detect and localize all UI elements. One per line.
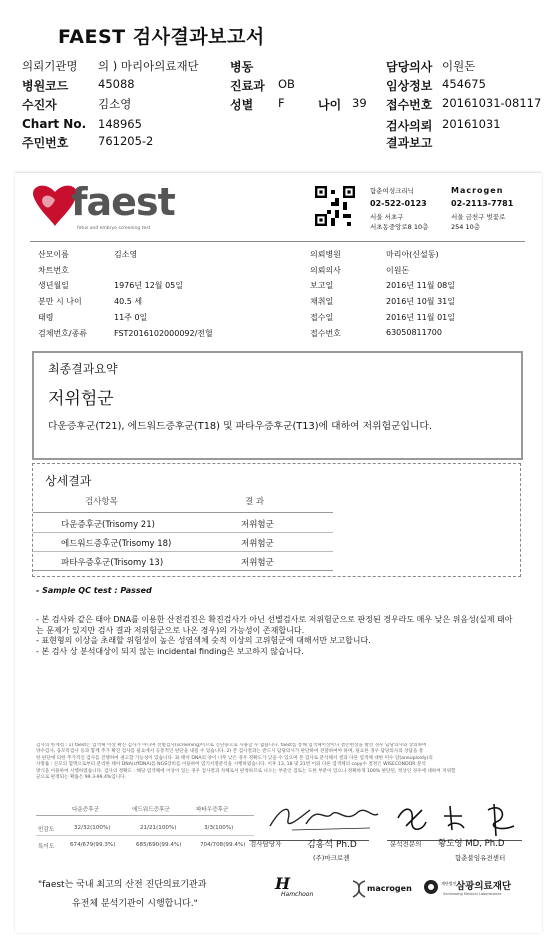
stats-value: 32/32(100%) [74,825,111,831]
qr-code-icon [315,186,355,226]
handwritten-signature-2 [392,796,532,840]
stats-header: 에드워드증후군 [132,807,170,813]
header-label: 주민번호 [22,136,69,150]
detail-item: 에드워드증후군(Trisomy 18) [61,539,172,549]
stats-rule [36,835,254,836]
detail-rule [33,532,333,533]
detail-rule [33,512,333,513]
detail-item: 다운증후군(Trisomy 21) [61,520,155,530]
qc-status: - Sample QC test : Passed [36,586,152,595]
header-value: OB [278,77,295,91]
patient-value: 이원돈 [386,266,410,275]
signer-role: 검사담당자 [250,840,282,848]
faest-logo-text: faest [71,180,175,224]
samkwang-logo [423,877,523,903]
patient-value: 40.5 세 [114,297,143,306]
lab2-address2: 254 10층 [451,223,481,231]
patient-value: 마리아(신설동) [386,250,439,259]
lab1-address2: 서초동중앙로8 10층 [370,223,429,231]
fineprint-line: 양수검사, 융모막검사 등과 함께 추가 확진 검사를 필요에서 공통적인 판단을 내릴 수 있습니다. 2) 본 검사결과는 반드시 담당의사가 판단하여 전달하여야 하며, 필요한 경우 담당의사의 상담을 통 [36,749,424,755]
patient-label: 의뢰병원 [310,250,341,259]
fineprint-line: 한 판단에 의한 추가적인 검사를 진행하여 권고할 가능성이 있습니다. 3) 태아 DNA의 양이 너무 낮은 경우 정확도가 낮을 수 있으며 본 검사로 분석해서 결과 다른 염색체 대한 미수 암(aneuploidy)의 [36,755,433,761]
lab1-address: 서울 서초구 [370,213,404,221]
patient-value: 11주 0일 [114,313,148,322]
stats-header: 다운증후군 [72,807,100,813]
faest-logo-subtitle: fetus and embryo screening test [77,226,151,231]
patient-value: 2016년 10월 31일 [386,297,455,306]
samkwang-logo-text: 삼광의료재단 [456,881,512,892]
header-label: 검사의뢰 [386,119,433,133]
lab2-phone: 02-2113-7781 [451,199,514,208]
handwritten-signature-1 [262,796,382,840]
header-value: 김소영 [98,97,132,111]
detail-heading: 상세결과 [45,474,92,488]
header-value: 20161031 [442,117,501,131]
patient-value: 63050811700 [386,328,442,337]
detail-result: 저위험군 [241,539,274,549]
footer-line2: 유전체 분석기관이 시행합니다." [72,899,198,909]
patient-value: 1976년 12월 05일 [114,281,183,290]
detail-result: 저위험군 [241,520,274,530]
note-item: - 본 검사 상 분석대상이 되지 않는 incidental finding은 보고하지 않습니다. [36,646,304,656]
fineprint-line: 방식을 이용하여 시행하였습니다. 검사의 정확도 : 해당 염색체에 이상이 있는 경우 검사결과 자체로서 판정하므로 나오는 부분인 검토는 도한 부분이 있으나 정확하게 100% 판단된, 정상인 경우에 대하여 저위험 [36,768,456,774]
stats-label: 민감도 [38,827,55,833]
faest-logo [25,180,175,232]
stats-value: 704/708(99.4%) [200,842,246,848]
lab1-phone: 02-522-0123 [370,199,427,208]
samkwang-emblem-icon [423,879,439,895]
note-item: - 표현형의 이상을 초래할 위험성이 높은 성염색체 숫적 이상의 고위험군에 대해서만 보고합니다. [36,636,371,645]
patient-label: 생년월일 [38,281,69,290]
header-label: 임상정보 [386,79,433,93]
lab1-name: 함춘여성크리닉 [370,187,414,195]
detail-result: 저위험군 [241,558,274,568]
header-value: 의 ) 마리아의료재단 [98,59,199,73]
hamchoon-h-icon: H [275,874,291,893]
header-label: 담당의사 [386,60,433,74]
stats-value: 3/3(100%) [204,825,234,831]
accuracy-table [36,802,254,852]
header-label: Chart No. [22,117,87,131]
header-label: 성별 [230,98,254,112]
stats-value: 685/690(99.4%) [136,842,182,848]
detail-col-result: 결 과 [245,497,265,507]
summary-sentence: 다운증후군(T21), 에드워드증후군(T18) 및 파타우증후군(T13)에 대하여 저위험군입니다. [48,421,432,432]
stats-value: 674/679(99.3%) [70,842,116,848]
header-label: 수진자 [22,98,57,112]
detail-item: 파타우증후군(Trisomy 13) [61,558,164,568]
fineprint-line: 사망률 : 산모의 혈액으로부터 분리한 태아 DNA(cffDNA)를 NGS장비를 이용하여 염기서열분석을 시행하였습니다. 이후 13, 18 및 21번 이외 다른 염색체의 copy수 결정은 WISECONDOR 분석 [36,762,426,768]
lab2-address: 서울 금천구 벚꽃로 [451,213,506,221]
report-title: FAEST 검사결과보고서 [58,26,265,48]
header-label: 결과보고 [386,136,433,150]
fineprint-line: 군으로 판정되는 확률은 99.3-99.4%입니다. [36,775,127,781]
patient-value: FST2016102000092/전혈 [114,329,213,338]
patient-label: 접수번호 [310,329,341,338]
patient-value: 김소영 [114,250,138,259]
header-value: 39 [352,96,367,110]
header-value: 148965 [98,117,142,131]
test-limitations [36,743,522,781]
header-label: 나이 [318,98,342,112]
note-item: - 본 검사와 같은 태아 DNA를 이용한 산전검진은 확진검사가 아닌 선별검사로 저위험군으로 판정된 경우라도 매우 낮은 위음성(실제 태아는 문제가 있지만 검사 결과 저위험군으로 나온 경우)의 가능성이 존재합니다. [36,615,513,635]
patient-label: 채취일 [310,297,334,306]
summary-result: 저위험군 [48,389,114,409]
lab2-name: Macrogen [451,186,504,195]
patient-label: 산모이름 [38,250,69,259]
patient-value: 2016년 11월 08일 [386,281,455,290]
header-value: 이원돈 [442,59,476,73]
patient-label: 차트번호 [38,266,69,275]
header-value: 454675 [442,77,486,91]
patient-label: 보고일 [310,281,334,290]
signer-org: (주)마크로젠 [313,854,350,862]
macrogen-logo [350,877,410,903]
stats-value: 21/21(100%) [140,825,177,831]
patient-label: 접수일 [310,313,334,322]
stats-rule [36,815,254,816]
header-label: 의뢰기관명 [22,59,78,73]
detail-rule [33,570,333,571]
header-label: 병동 [230,60,254,74]
hamchoon-logo [275,876,325,902]
hamchoon-logo-text: Hamchoon [281,891,314,898]
macrogen-logo-text: macrogen [367,884,412,893]
header-label: 진료과 [230,79,265,93]
detail-rule [33,551,333,552]
patient-label: 태령 [38,313,54,322]
signer-name: 김홍석 Ph.D [307,840,357,850]
signer-org: 함춘불임유전센터 [455,854,506,862]
final-result-summary [32,351,523,460]
patient-label: 의뢰의사 [310,266,341,275]
header-value: F [278,96,285,110]
stats-header: 파타우증후군 [196,807,229,813]
samkwang-subtitle: Samkwang Medical Laboratories [443,892,502,896]
summary-heading: 최종결과요약 [48,362,118,376]
stats-label: 특이도 [38,844,55,850]
macrogen-helix-icon [350,879,368,899]
patient-info [38,249,518,341]
patient-label: 검체번호/종류 [38,329,88,338]
header-label: 병원코드 [22,79,69,93]
patient-value: 2016년 11월 01일 [386,313,455,322]
signer-name: 황도영 MD, Ph.D [438,839,505,849]
header-label: 접수번호 [386,98,433,112]
fineprint-line: 검사의 한계점 : 1) faest는 염색체 이상 확진 검사가 아니며 선별검사(screening)이므로 진단용으로 사용할 수 없습니다. faest를 통해 염색체이상이나 결손현상을 발견 경우 담당의사와 상의하여 [36,743,427,748]
report-notes [36,615,520,657]
header-value: 45088 [98,77,135,91]
signer-role: 분석전문의 [390,840,422,848]
samkwang-prefix: 재단법인 [441,881,457,886]
detail-results [32,463,521,577]
footer-line1: "faest는 국내 최고의 산전 진단의료기관과 [38,880,207,890]
detail-col-item: 검사항목 [85,497,118,507]
divider [30,241,525,242]
header-value: 761205-2 [98,134,154,148]
header-value: 20161031-08117 [442,96,542,110]
patient-label: 분만 시 나이 [38,297,82,306]
